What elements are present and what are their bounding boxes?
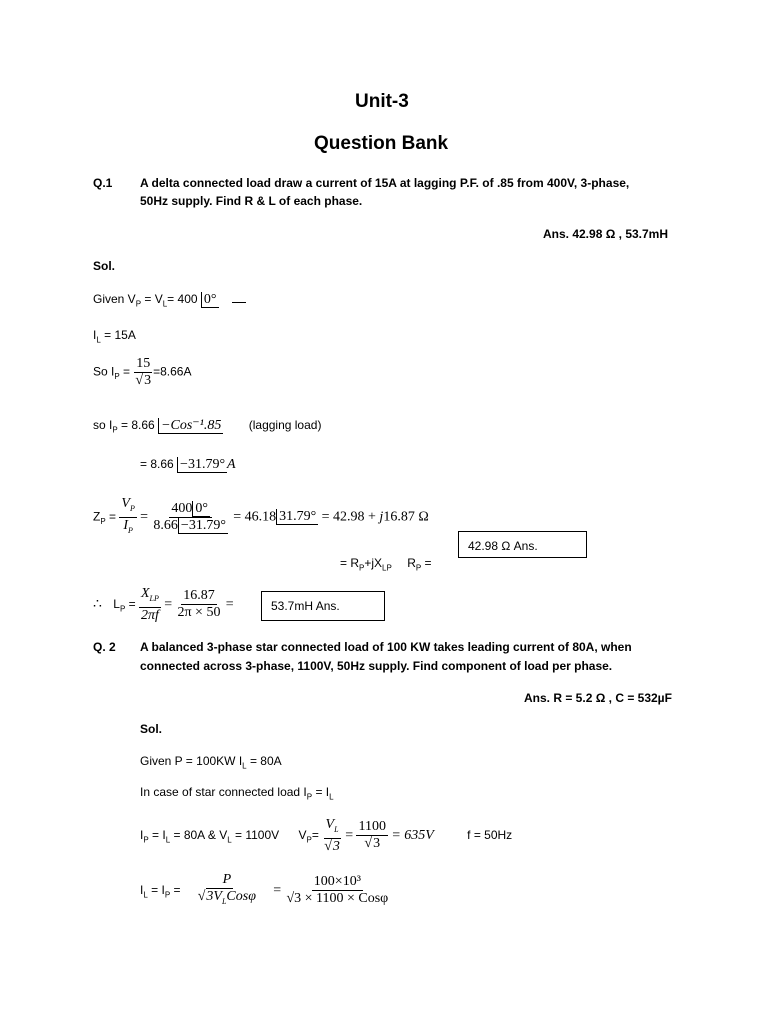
q2-star-line: In case of star connected load $I_P = I_L$ xyxy=(140,785,334,802)
q1-ip-result-line: = 8.66 −31.79° A xyxy=(140,457,236,472)
fraction: $\frac{400 0^\circ}{8.66 -31.79^\circ}$ xyxy=(153,500,226,533)
q2-sol-label: Sol. xyxy=(140,722,163,736)
fraction: $\frac{V_P}{I_P}$ xyxy=(121,496,135,535)
q2-text-line1: A balanced 3-phase star connected load of 100 KW takes leading current of 80A, when xyxy=(140,640,632,654)
q2-text-line2: connected across 3-phase, 1100V, 50Hz supply. Find component of load per phase. xyxy=(140,659,613,673)
q1-il-line: $I_L = 15A$ xyxy=(93,328,136,345)
q1-ip-line: So $I_P$ = $\frac{15}{√3}$ =8.66A xyxy=(93,356,192,388)
q2-vp-line: $I_P = I_L = 80A$ & $V_L = 1100V$ $V_P=$ $\frac{V_L}{√3}$ = $\frac{1100}{√3}$ = 635V f = 50Hz xyxy=(140,817,513,854)
fraction: $\frac{\text{100×10³}}{\text{√3 × 1100 × Cosφ}}$ xyxy=(286,874,389,907)
q1-answer: Ans. 42.98 Ω , 53.7mH xyxy=(543,227,669,241)
q2-number: Q. 2 xyxy=(93,640,116,654)
angle-symbol: 31.79° xyxy=(276,509,318,525)
answer-box-resistance: 42.98 Ω Ans. xyxy=(458,531,587,558)
fraction: $\frac{X_{LP}}{2\pi f}$ xyxy=(140,586,159,623)
therefore-symbol: ∴ xyxy=(93,597,102,613)
fraction: $\frac{15}{√3}$ xyxy=(135,356,152,388)
q1-sol-label: Sol. xyxy=(93,259,116,273)
q2-given-line: Given P = 100KW $I_L = 80A$ xyxy=(140,754,282,771)
q1-zp-line: $Z_P$ = $\frac{V_P}{I_P}$ = $\frac{400 0^\circ}{8.66 -31.79^\circ}$ = 46.18 31.79° = 42.98 + j16.87 Ω xyxy=(93,496,429,539)
fraction: $\frac{16.87}{2\pi \times 50}$ xyxy=(177,588,221,621)
q1-ip-angle-line: so $I_P = 8.66 -Cos^{-1}.85$ (lagging load) xyxy=(93,418,322,435)
angle-symbol: 0° xyxy=(201,292,219,308)
angle-symbol: −31.79° xyxy=(177,457,227,473)
q1-text-line1: A delta connected load draw a current of 15A at lagging P.F. of .85 from 400V, 3-phase, xyxy=(140,176,630,190)
fraction: $\frac{1100}{√3}$ xyxy=(358,819,386,852)
page-title: Question Bank xyxy=(314,133,449,154)
q1-lp-line: ∴ $L_P$ = $\frac{X_{LP}}{2\pi f}$ = $\frac{16.87}{2\pi \times 50}$ = xyxy=(93,586,234,623)
q1-number: Q.1 xyxy=(93,176,113,190)
q1-text-line2: 50Hz supply. Find R & L of each phase. xyxy=(140,194,363,208)
answer-box-inductance: 53.7mH Ans. xyxy=(261,591,385,621)
angle-symbol: −Cos⁻¹.85 xyxy=(158,418,223,434)
q2-il-line: $I_L = I_P$ = $\frac{P}{√3V_LCos\varphi}$ = $\frac{\text{100×10³}}{\text{√3 × 1100 × Cosφ}}$ xyxy=(140,872,390,910)
fraction: $\frac{V_L}{√3}$ xyxy=(324,817,340,854)
q1-given-line: Given $V_P = V_L= 400$ 0° xyxy=(93,292,246,308)
q2-answer: Ans. R = 5.2 Ω , C = 532µF xyxy=(524,691,672,705)
fraction: $\frac{P}{√3V_LCos\varphi}$ xyxy=(197,872,256,906)
q1-rp-line: = $R_P+jX_{LP}$ $R_P$ = xyxy=(340,556,432,573)
unit-title: Unit-3 xyxy=(355,91,409,112)
